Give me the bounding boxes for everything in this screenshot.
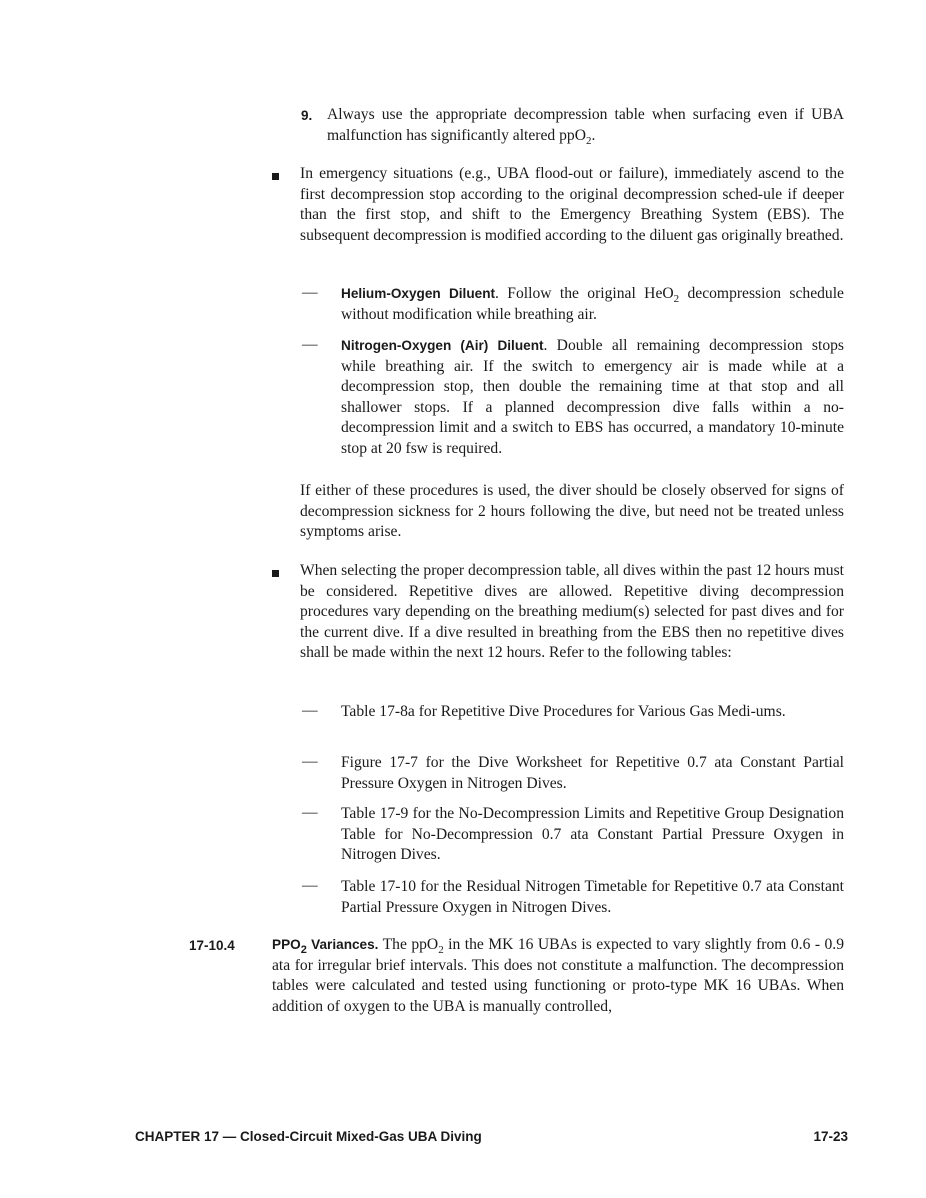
bullet-marker	[272, 570, 279, 577]
dash-marker: —	[302, 804, 318, 821]
dash-marker: —	[302, 336, 318, 353]
reference-item: Figure 17-7 for the Dive Worksheet for Repetitive 0.7 ata Constant Partial Pressure Oxygen in Nitrogen Dives.	[341, 754, 844, 792]
bullet-marker	[272, 173, 279, 180]
section-heading: $PPO_2$ Variances.	[272, 937, 379, 956]
dash-marker: —	[302, 702, 318, 719]
footer-page-number: 17-23	[813, 1129, 848, 1144]
bullet-1-text: In emergency situations (e.g., UBA flood-out or failure), immediately ascend to the first decompression stop according to the original decompression sched-ule if deeper than the first stop, and shift to the Emergency Breathing System (EBS). The subsequent decompression is modified according to the diluent gas originally breathed.	[300, 165, 844, 244]
item-9-text: Always use the appropriate decompression table when surfacing even if UBA malfunction has significantly altered ppO$_2$.	[327, 106, 844, 147]
observation-note: If either of these procedures is used, the diver should be closely observed for signs of decompression sickness for 2 hours following the dive, but need not be treated unless symptoms arise.	[300, 482, 844, 540]
helium-oxygen-diluent-item: Helium-Oxygen Diluent. Follow the original HeO$_2$ decompression schedule without modification while breathing air.	[341, 285, 844, 323]
dash-marker: —	[302, 753, 318, 770]
reference-item: Table 17-8a for Repetitive Dive Procedures for Various Gas Medi-ums.	[341, 703, 786, 720]
dash-marker: —	[302, 877, 318, 894]
bullet-2-text: When selecting the proper decompression table, all dives within the past 12 hours must be considered. Repetitive dives are allowed. Repetitive diving decompression procedures vary depending on the breathing medium(s) selected for past dives and for the current dive. If a dive resulted in breathing from the EBS then no repetitive dives shall be made within the next 12 hours. Refer to the following tables:	[300, 562, 844, 661]
footer-chapter-title: CHAPTER 17 — Closed-Circuit Mixed-Gas UBA Diving	[135, 1129, 482, 1144]
reference-item: Table 17-10 for the Residual Nitrogen Timetable for Repetitive 0.7 ata Constant Partial Pressure Oxygen in Nitrogen Dives.	[341, 878, 844, 916]
dash-marker: —	[302, 284, 318, 301]
item-9-number: 9.	[301, 108, 313, 123]
section-number: 17-10.4	[189, 938, 235, 953]
reference-item: Table 17-9 for the No-Decompression Limits and Repetitive Group Designation Table for No-Decompression 0.7 ata Constant Partial Pressure Oxygen in Nitrogen Dives.	[341, 805, 844, 863]
section-paragraph: $PPO_2$ Variances. The ppO$_2$ in the MK 16 UBAs is expected to vary slightly from 0.6 - 0.9 ata for irregular brief intervals. This does not constitute a malfunction. The decompression tables were calculated and tested using functioning or proto-type MK 16 UBAs. When addition of oxygen to the UBA is manually controlled,	[272, 936, 844, 1015]
nitrogen-oxygen-diluent-item: Nitrogen-Oxygen (Air) Diluent. Double all remaining decompression stops while breathing air. If the switch to emergency air is made while at a decompression stop, then double the remaining time at that stop and all shallower stops. If a planned decompression dive falls within a no-decompression limit and a switch to EBS has occurred, a mandatory 10-minute stop at 20 fsw is required.	[341, 337, 844, 457]
